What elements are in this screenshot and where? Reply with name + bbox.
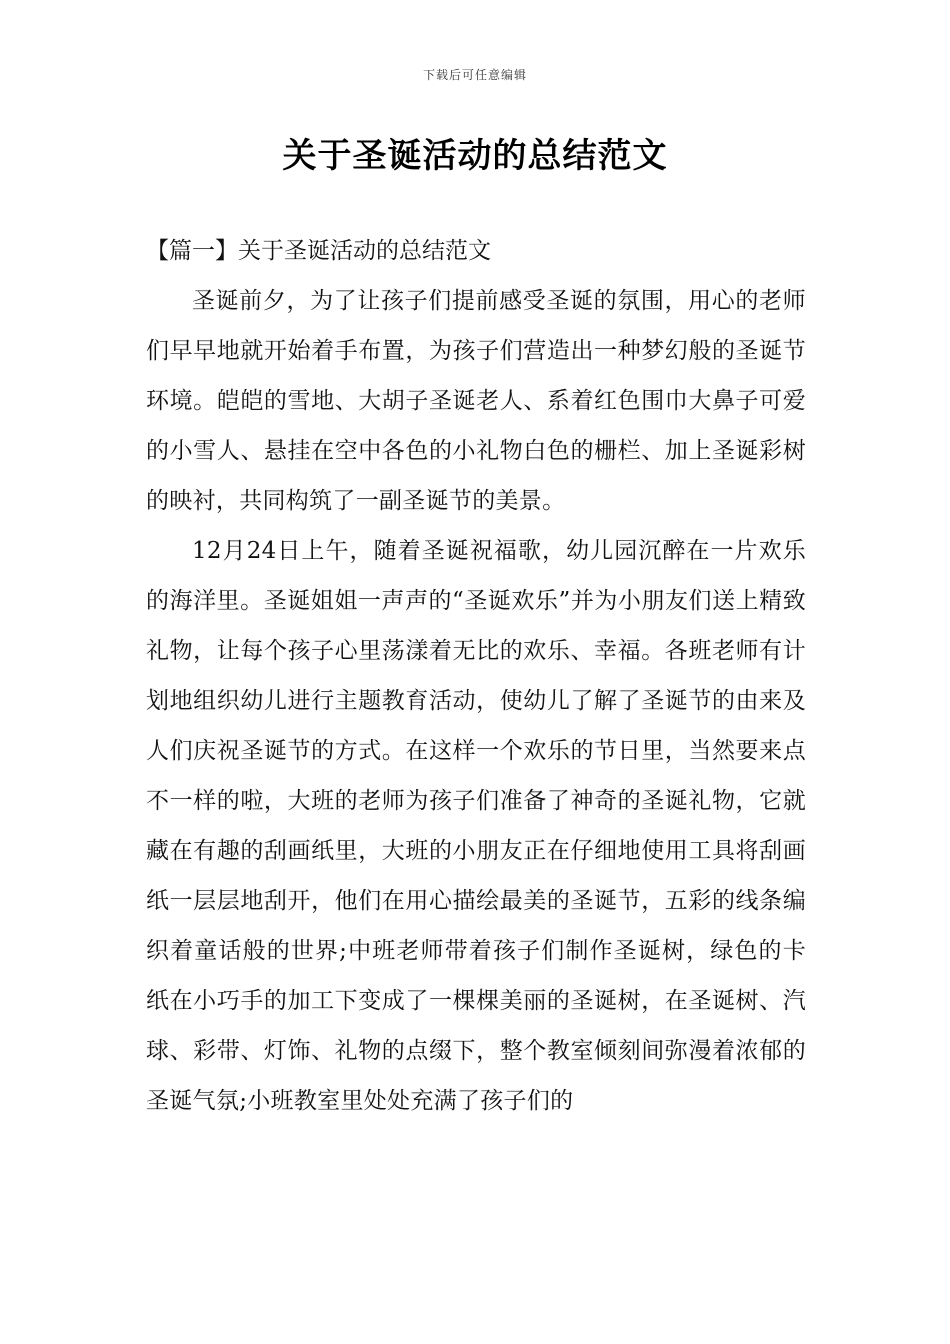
header-note: 下载后可任意编辑	[422, 68, 527, 82]
paragraph-2: 12月24日上午，随着圣诞祝福歌，幼儿园沉醉在一片欢乐的海洋里。圣诞姐姐一声声的“圣诞欢乐”并为小朋友们送上精致礼物，让每个孩子心里荡漾着无比的欢乐、幸福。各班老师有计划地组织幼儿进行主题教育活动，使幼儿了解了圣诞节的由来及人们庆祝圣诞节的方式。在这样一个欢乐的节日里，当然要来点不一样的啦，大班的老师为孩子们准备了神奇的圣诞礼物，它就藏在有趣的刮画纸里，大班的小朋友正在仔细地使用工具将刮画纸一层层地刮开，他们在用心描绘最美的圣诞节，五彩的线条编织着童话般的世界;中班老师带着孩子们制作圣诞树，绿色的卡纸在小巧手的加工下变成了一棵棵美丽的圣诞树，在圣诞树、汽球、彩带、灯饰、礼物的点缀下，整个教室倾刻间弥漫着浓郁的圣诞气氛;小班教室里处处充满了孩子们的	[146, 538, 806, 1114]
document-title: 关于圣诞活动的总结范文	[282, 136, 668, 176]
section-heading: 【篇一】关于圣诞活动的总结范文	[146, 238, 491, 264]
paragraph-1: 圣诞前夕，为了让孩子们提前感受圣诞的氛围，用心的老师们早早地就开始着手布置，为孩子们营造出一种梦幻般的圣诞节环境。皑皑的雪地、大胡子圣诞老人、系着红色围巾大鼻子可爱的小雪人、悬挂在空中各色的小礼物白色的栅栏、加上圣诞彩树的映衬，共同构筑了一副圣诞节的美景。	[146, 288, 806, 514]
document-body	[146, 226, 806, 1126]
